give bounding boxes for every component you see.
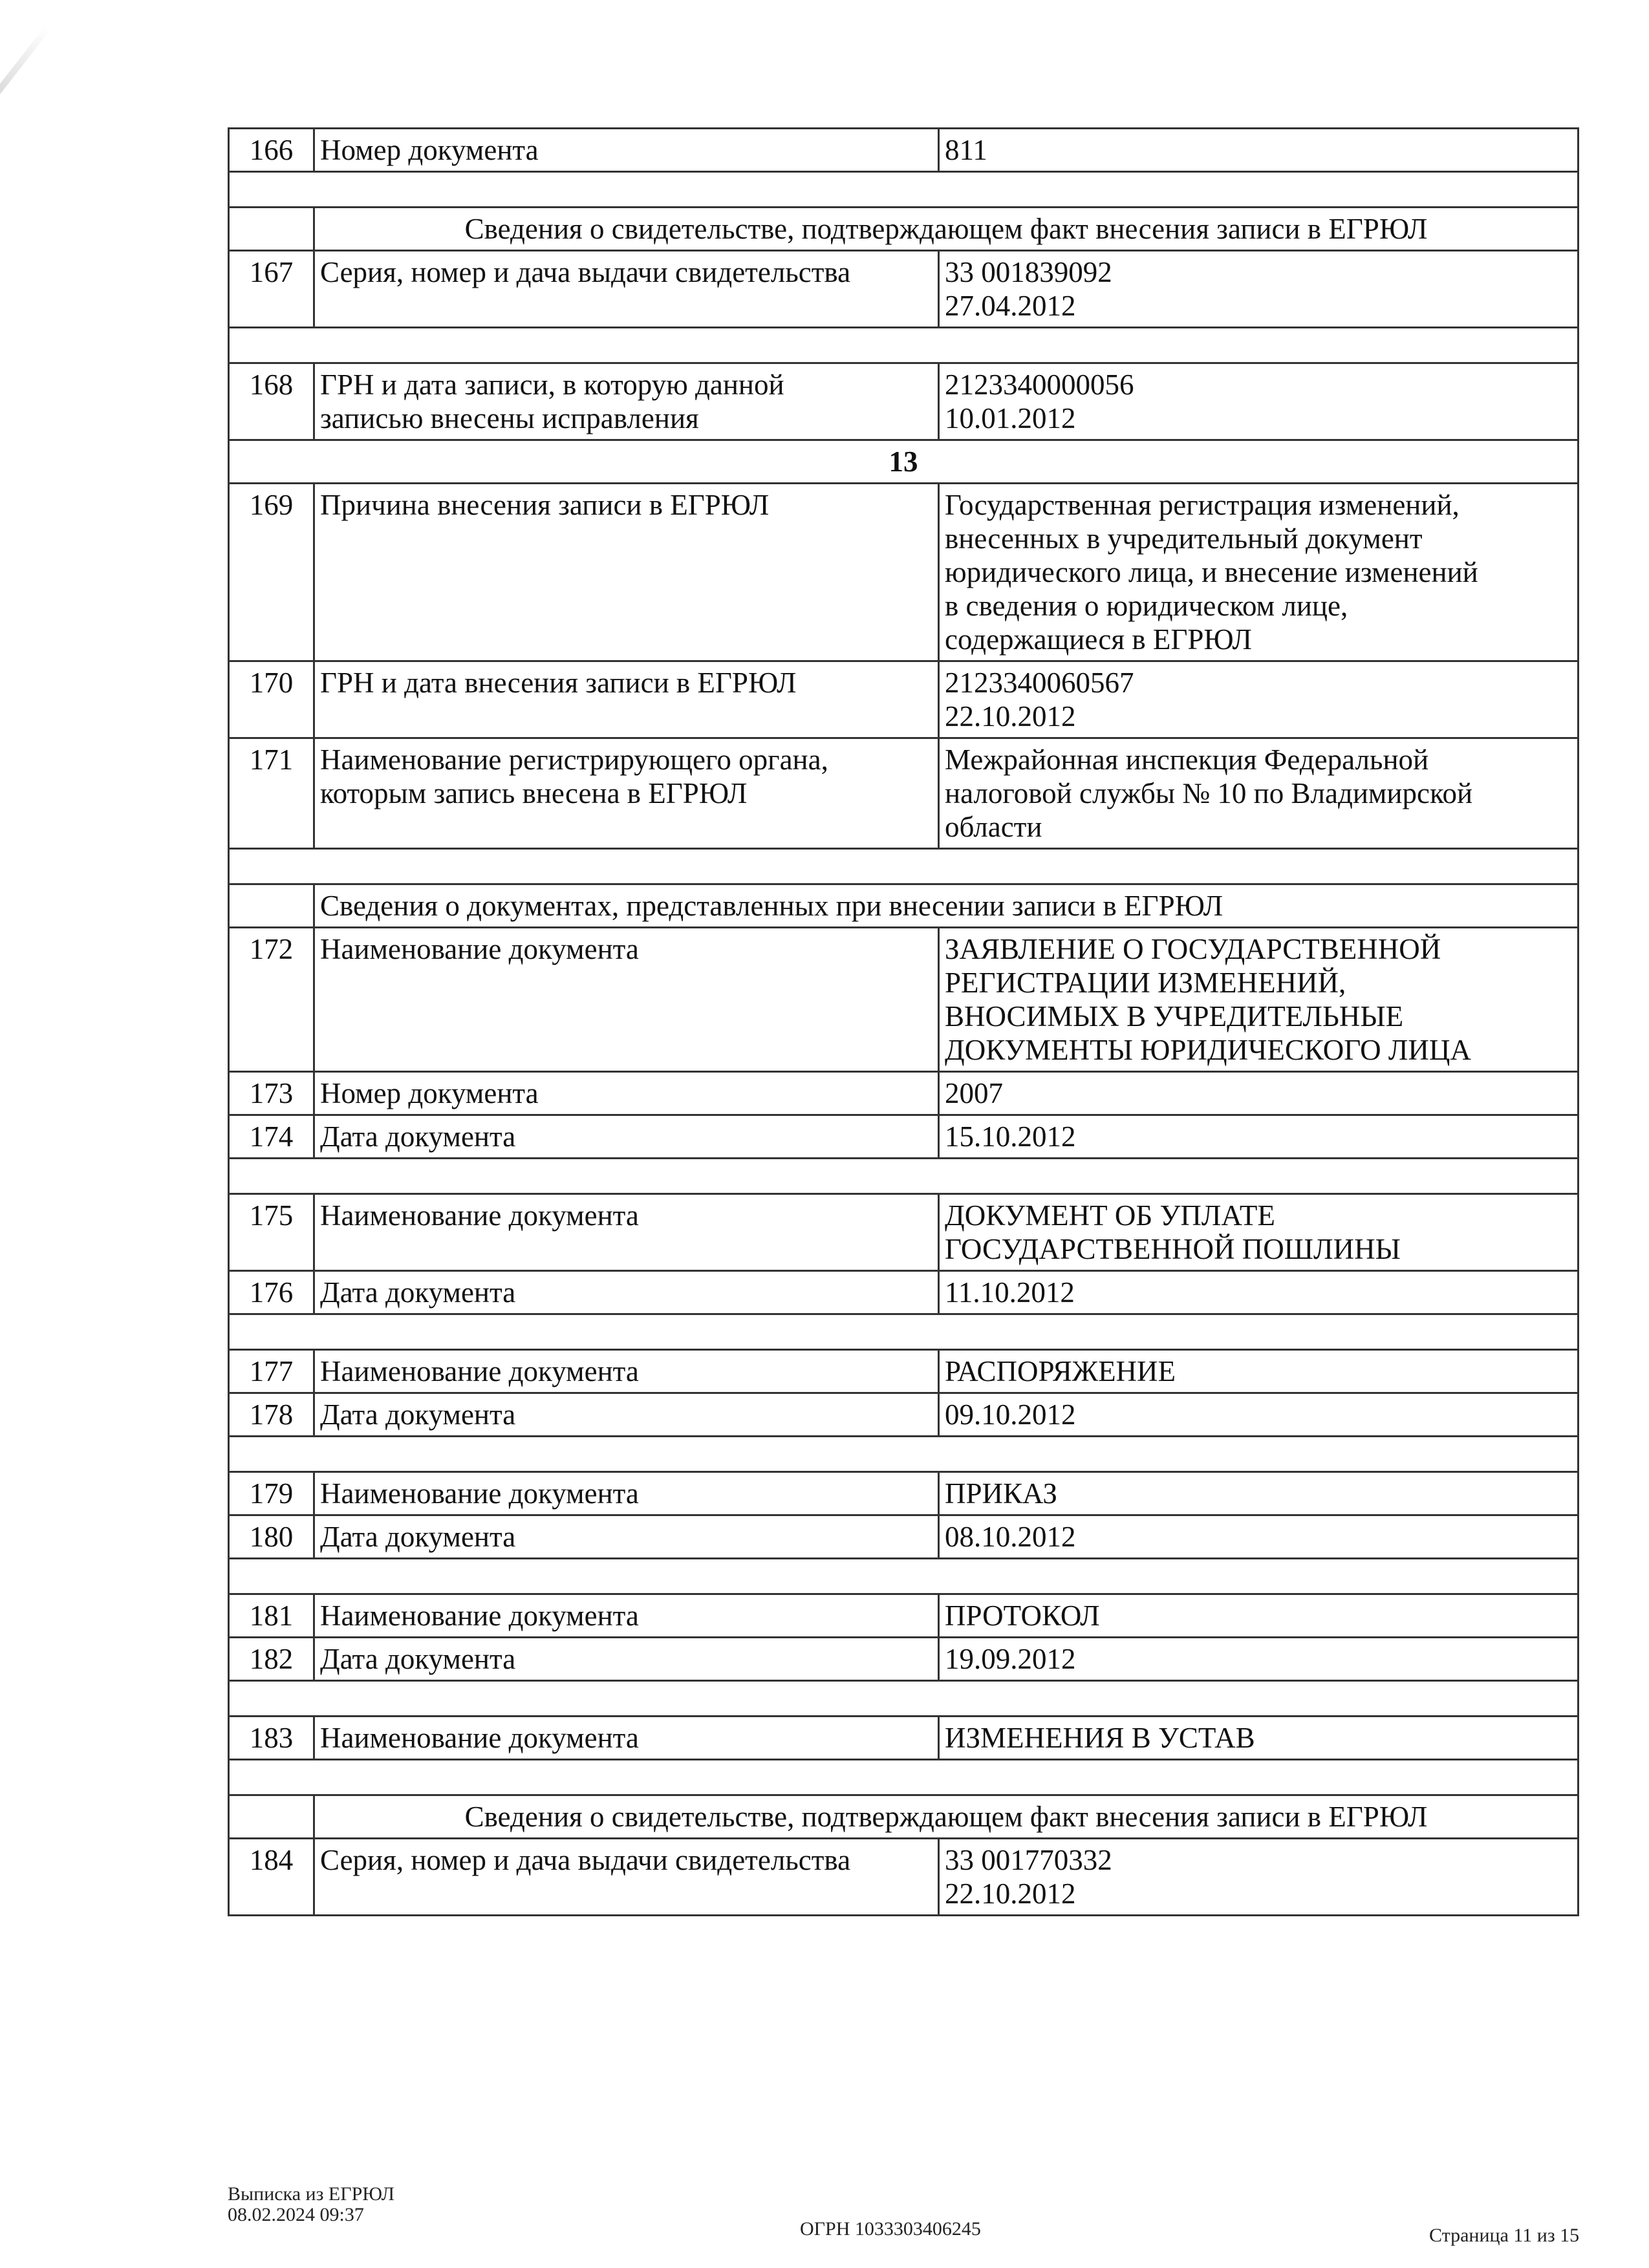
row-value: 33 001839092 27.04.2012 [939, 251, 1579, 328]
row-number: 174 [229, 1115, 314, 1159]
spacer-row [229, 1159, 1579, 1194]
table-row [229, 738, 1579, 849]
row-value: 2123340060567 22.10.2012 [939, 661, 1579, 738]
row-value: 811 [939, 129, 1579, 172]
table-row [229, 1271, 1579, 1314]
section-number: 13 [229, 440, 1579, 484]
row-number: 172 [229, 928, 314, 1072]
section-number-row [229, 440, 1579, 484]
row-label: Дата документа [314, 1271, 939, 1314]
row-number: 173 [229, 1072, 314, 1115]
spacer-row [229, 849, 1579, 884]
row-label: Причина внесения записи в ЕГРЮЛ [314, 484, 939, 661]
row-value: РАСПОРЯЖЕНИЕ [939, 1350, 1579, 1393]
spacer-row [229, 1681, 1579, 1717]
row-number: 182 [229, 1638, 314, 1681]
row-label: Дата документа [314, 1515, 939, 1559]
row-value: 09.10.2012 [939, 1393, 1579, 1437]
table-row [229, 661, 1579, 738]
footer-page-number: Страница 11 из 15 [1429, 2225, 1580, 2246]
table-row [229, 363, 1579, 440]
footer-doc-title: Выписка из ЕГРЮЛ [228, 2183, 394, 2205]
footer-ogrn: ОГРН 1033303406245 [800, 2218, 981, 2240]
row-value: ДОКУМЕНТ ОБ УПЛАТЕ ГОСУДАРСТВЕННОЙ ПОШЛИНЫ [939, 1194, 1579, 1271]
table-row [229, 1115, 1579, 1159]
row-number: 184 [229, 1839, 314, 1916]
row-number: 181 [229, 1594, 314, 1638]
row-number: 166 [229, 129, 314, 172]
row-number: 180 [229, 1515, 314, 1559]
row-label: Серия, номер и дача выдачи свидетельства [314, 1839, 939, 1916]
row-number: 176 [229, 1271, 314, 1314]
row-number: 167 [229, 251, 314, 328]
row-value: 33 001770332 22.10.2012 [939, 1839, 1579, 1916]
row-value: Государственная регистрация изменений, внесенных в учредительный документ юридического лица, и внесение изменений в сведения о юридическом лице, содержащиеся в ЕГРЮЛ [939, 484, 1579, 661]
table-row [229, 1839, 1579, 1916]
spacer-row [229, 1437, 1579, 1472]
row-label: Номер документа [314, 129, 939, 172]
spacer-row [229, 1314, 1579, 1350]
table-row [229, 1393, 1579, 1437]
section-header-row [229, 884, 1579, 928]
row-number: 169 [229, 484, 314, 661]
row-number: 171 [229, 738, 314, 849]
row-label: Наименование документа [314, 1594, 939, 1638]
table-row [229, 129, 1579, 172]
footer-datetime: 08.02.2024 09:37 [228, 2204, 364, 2225]
row-number: 170 [229, 661, 314, 738]
row-value: 11.10.2012 [939, 1271, 1579, 1314]
table-row [229, 1072, 1579, 1115]
section-header-row [229, 1795, 1579, 1839]
spacer-row [229, 172, 1579, 208]
row-number: 177 [229, 1350, 314, 1393]
row-label: Наименование документа [314, 1717, 939, 1760]
table-row [229, 1194, 1579, 1271]
row-value: 15.10.2012 [939, 1115, 1579, 1159]
row-value: ИЗМЕНЕНИЯ В УСТАВ [939, 1717, 1579, 1760]
table-row [229, 1515, 1579, 1559]
table-row [229, 1472, 1579, 1515]
row-number: 179 [229, 1472, 314, 1515]
row-label: Наименование документа [314, 928, 939, 1072]
row-value: 2007 [939, 1072, 1579, 1115]
section-header: Сведения о свидетельстве, подтверждающем факт внесения записи в ЕГРЮЛ [314, 208, 1579, 251]
row-value: ЗАЯВЛЕНИЕ О ГОСУДАРСТВЕННОЙ РЕГИСТРАЦИИ ИЗМЕНЕНИЙ, ВНОСИМЫХ В УЧРЕДИТЕЛЬНЫЕ ДОКУМЕНТЫ ЮРИДИЧЕСКОГО ЛИЦА [939, 928, 1579, 1072]
table-row [229, 1717, 1579, 1760]
table-row [229, 1350, 1579, 1393]
footer-left [228, 2184, 394, 2225]
row-label: ГРН и дата внесения записи в ЕГРЮЛ [314, 661, 939, 738]
row-label: Наименование документа [314, 1472, 939, 1515]
row-number: 175 [229, 1194, 314, 1271]
row-value: 19.09.2012 [939, 1638, 1579, 1681]
row-label: Номер документа [314, 1072, 939, 1115]
row-label: Дата документа [314, 1638, 939, 1681]
section-header-row [229, 208, 1579, 251]
egrul-extract-table [228, 127, 1579, 1916]
table-row [229, 484, 1579, 661]
row-value: 08.10.2012 [939, 1515, 1579, 1559]
row-number: 183 [229, 1717, 314, 1760]
table-row [229, 1594, 1579, 1638]
spacer-row [229, 328, 1579, 363]
row-value: ПРИКАЗ [939, 1472, 1579, 1515]
row-label: ГРН и дата записи, в которую данной записью внесены исправления [314, 363, 939, 440]
row-label: Дата документа [314, 1393, 939, 1437]
scan-artifact [0, 26, 50, 198]
row-label: Дата документа [314, 1115, 939, 1159]
row-value: Межрайонная инспекция Федеральной налоговой службы № 10 по Владимирской области [939, 738, 1579, 849]
row-number: 168 [229, 363, 314, 440]
row-label: Серия, номер и дача выдачи свидетельства [314, 251, 939, 328]
spacer-row [229, 1760, 1579, 1795]
row-label: Наименование документа [314, 1194, 939, 1271]
row-number: 178 [229, 1393, 314, 1437]
table-row [229, 928, 1579, 1072]
spacer-row [229, 1559, 1579, 1594]
section-header: Сведения о свидетельстве, подтверждающем факт внесения записи в ЕГРЮЛ [314, 1795, 1579, 1839]
row-value: ПРОТОКОЛ [939, 1594, 1579, 1638]
section-header: Сведения о документах, представленных при внесении записи в ЕГРЮЛ [314, 884, 1579, 928]
row-label: Наименование документа [314, 1350, 939, 1393]
table-row [229, 1638, 1579, 1681]
row-label: Наименование регистрирующего органа, которым запись внесена в ЕГРЮЛ [314, 738, 939, 849]
row-value: 2123340000056 10.01.2012 [939, 363, 1579, 440]
table-row [229, 251, 1579, 328]
